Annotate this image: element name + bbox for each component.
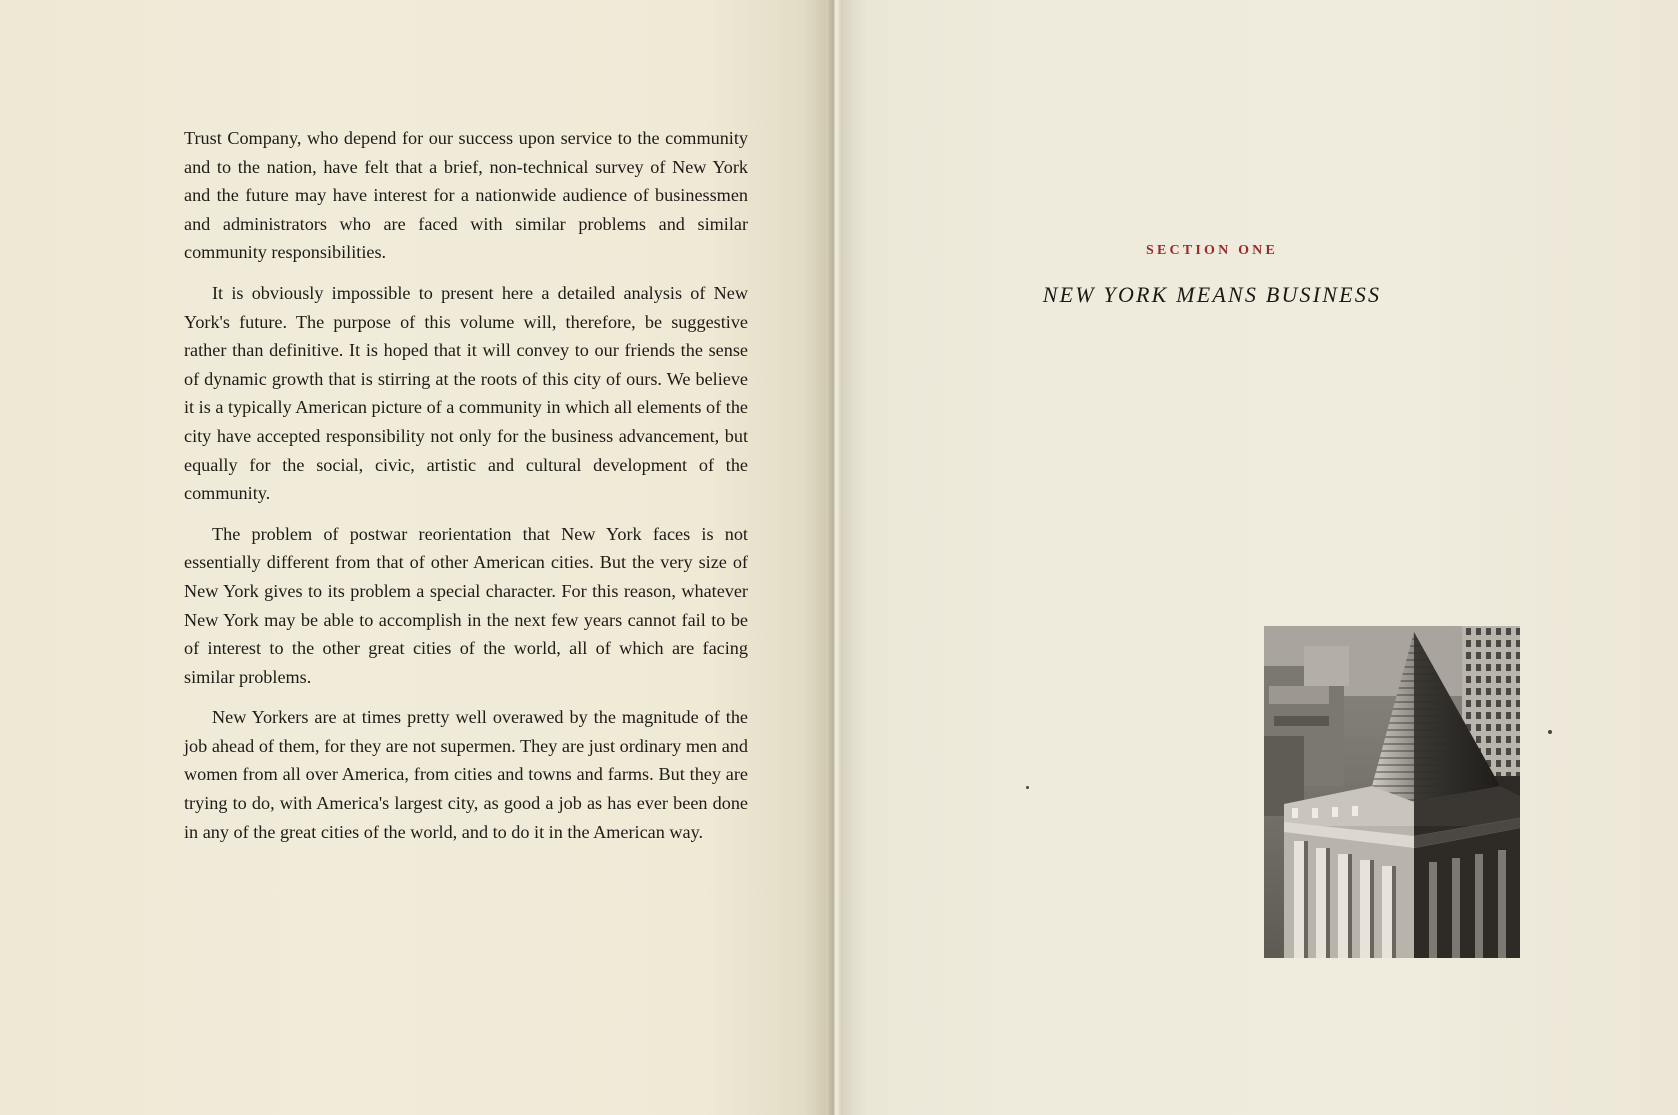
paper-speck	[1026, 786, 1029, 789]
paragraph-3: The problem of postwar reorientation that New York faces is not essentially different from that of other American cities. But the very size of New York gives to its problem a special character. For this reason, whatever New York may be able to accomplish in the next few years cannot fail to be of interest to the other great cities of the world, all of which are facing similar problems.	[184, 523, 748, 687]
skyscraper-photo	[1264, 626, 1520, 958]
section-label: SECTION ONE	[1145, 243, 1279, 258]
paragraph-4: New Yorkers are at times pretty well overawed by the magnitude of the job ahead of them, for they are not supermen. They are just ordinary men and women from all over America, from cities and towns and farms. But they are trying to do, with America's largest city, as good a job as has ever been done in any of the great cities of the world, and to do it in the American way.	[184, 707, 748, 842]
paper-speck	[1548, 730, 1552, 734]
right-page	[842, 0, 1678, 1115]
paragraph-2: It is obviously impossible to present here a detailed analysis of New York's future. The purpose of this volume will, therefore, be suggestive rather than definitive. It is hoped that it will convey to our friends the sense of dynamic growth that is stirring at the roots of this city of ours. We believe it is a typically American picture of a community in which all elements of the city have accepted responsibility not only for the business advancement, but equally for the social, civic, artistic and cultural development of the community.	[184, 282, 748, 504]
pyramid-tower-image	[1264, 626, 1520, 958]
paragraph-1: Trust Company, who depend for our success upon service to the community and to the nation, have felt that a brief, non-technical survey of New York and the future may have interest for a nationwide audience of businessmen and administrators who are faced with similar problems and similar community responsibilities.	[184, 128, 748, 263]
body-text	[184, 124, 748, 858]
left-page	[0, 0, 828, 1115]
section-title: NEW YORK MEANS BUSINESS	[1042, 282, 1382, 307]
